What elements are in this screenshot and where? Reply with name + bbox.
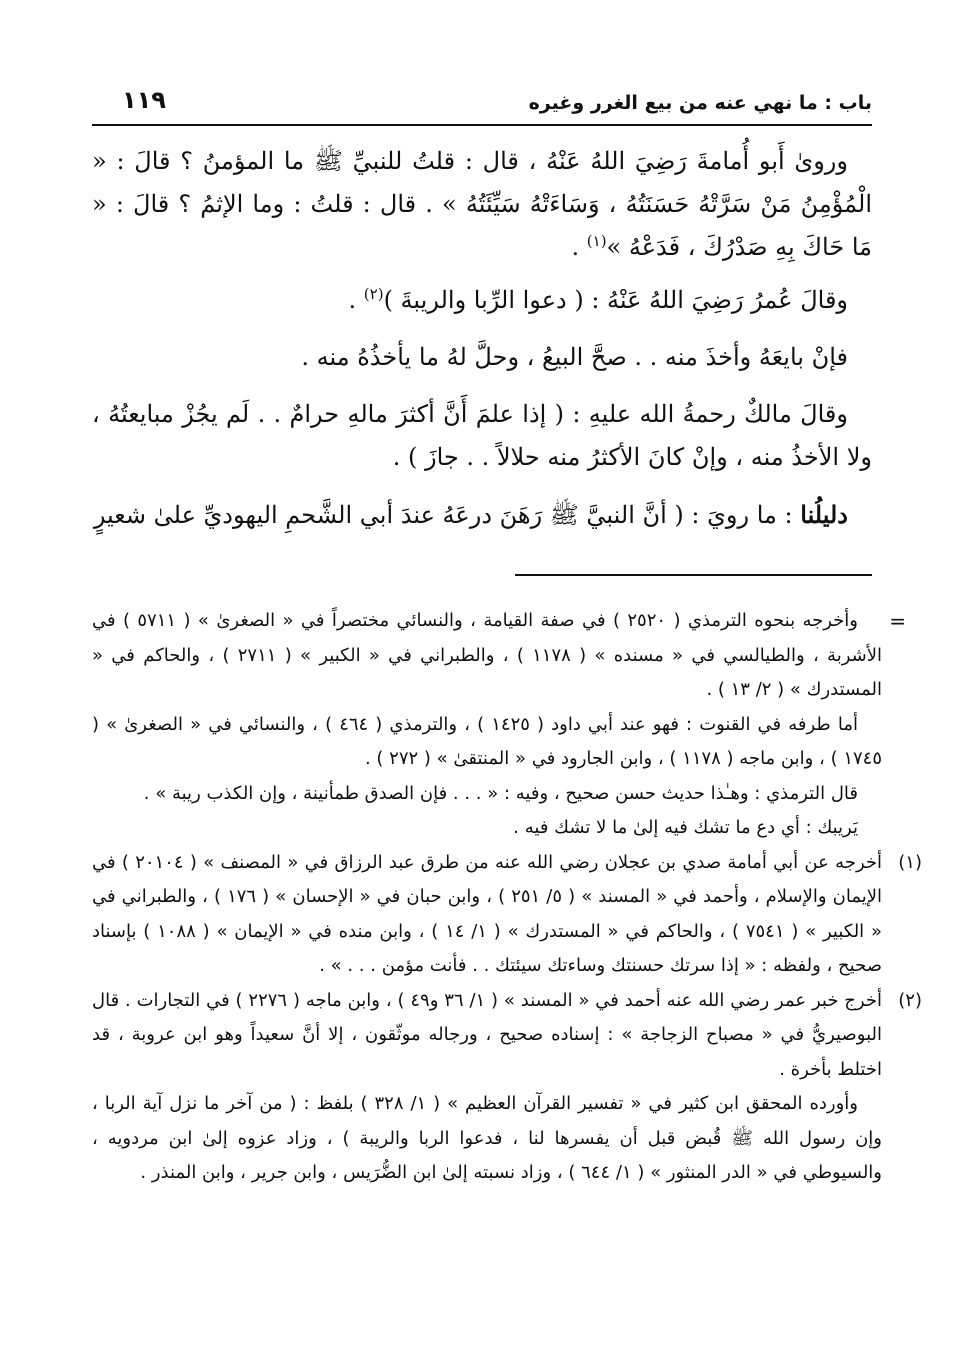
footnote-1 (92, 846, 922, 984)
paragraph-evidence (92, 493, 872, 537)
footnote-ref-1[interactable]: (١) (586, 232, 607, 250)
paragraph-text: ورو‌ىٰ أَبو أُمامةَ رَضِيَ اللهُ عَنْهُ ، قال : قلتُ للنبيِّ ﷺ ما المؤمنُ ؟ قالَ : « الْمُؤْمِنُ مَنْ سَرَّتْهُ حَسَنَتُهُ ، وَسَاءَتْهُ سَيِّئَتُهُ » . قال : قلتُ : وما الإثمُ ؟ قالَ : « مَا حَاكَ بِهِ صَدْرُكَ ، فَدَعْهُ » (92, 147, 872, 261)
footnote-ref-2[interactable]: (٢) (363, 285, 384, 303)
continuation-marker: = (889, 609, 906, 633)
footnote-2-continuation: وأورده المحقق ابن كثير في « تفسير القرآن العظيم » ( ١/ ٣٢٨ ) بلفظ : ( من آخر ما نزل آية الربا ، وإن رسول الله ﷺ قُبض قبل أن يفسرها لنا ، فدعوا الربا والريبة ) ، وزاد عزوه إلىٰ ابن مردويه ، والسيوطي في « الدر المنثور » ( ١/ ٦٤٤ ) ، وزاد نسبته إلىٰ ابن الضُّرَيس ، وابن جرير ، وابن المنذر . (92, 1093, 882, 1183)
paragraph-malik: وقالَ مالكٌ رحمةُ الله عليهِ : ( إذا علمَ أَنَّ أكثرَ مالهِ حرامٌ . . لَم يجُزْ مبايعتُهُ ، ولا الأخذُ منه ، وإنْ كانَ الأكثرُ منه حلالاً . . جازَ ) . (92, 400, 872, 471)
footnote-1-text: أخرجه عن أبي أمامة صدي بن عجلان رضي الله عنه من طرق عبد الرزاق في « المصنف » ( ٢٠١٠٤ ) في الإيمان والإسلام ، وأحمد في « المسند » ( ٥/ ٢٥١ ) ، وابن حبان في « الإحسان » ( ١٧٦ ) ، والطبراني في « الكبير » ( ٧٥٤١ ) ، والحاكم في « المستدرك » ( ١/ ١٤ ) ، وابن منده في « الإيمان » ( ١٠٨٨ ) بإسناد صحيح ، ولفظه : « إذا سرتك حسنتك وساءتك سيئتك . . فأنت مؤمن . . . » . (92, 851, 883, 976)
footnote-1-marker: (١) (898, 851, 922, 873)
footnote-paragraph: وأخرجه بنحوه الترمذي ( ٢٥٢٠ ) في صفة القيامة ، والنسائي مختصراً في « الصغرىٰ » ( ٥٧١١ ) في الأشربة ، والطيالسي في « مسنده » ( ١١٧٨ ) ، والطبراني في « الكبير » ( ٢٧١١ ) ، والحاكم في « المستدرك » ( ٢/ ١٣ ) . (92, 610, 883, 700)
running-header (92, 84, 872, 124)
footnotes (92, 604, 922, 1191)
paragraph-sale-valid: فإنْ بايعَهُ وأخذَ منه . . صحَّ البيعُ ، وحلَّ لهُ ما يأخذُهُ منه . (301, 343, 848, 371)
chapter-title: باب : ما نهي عنه من بيع الغرر وغيره (528, 92, 872, 114)
footnote-paragraph: يَريبك : أي دع ما تشك فيه إلىٰ ما لا تشك فيه . (513, 817, 858, 838)
footnote-2 (92, 984, 922, 1191)
paragraph-tail: . (348, 286, 364, 314)
footnote-paragraph: قال الترمذي : وهـٰذا حديث حسن صحيح ، وفيه : « . . . فإن الصدق طمأنينة ، وإن الكذب ريبة » . (143, 782, 858, 804)
header-rule (92, 124, 872, 126)
paragraph-abu-umama (92, 140, 872, 269)
paragraph-text: وقالَ عُمرُ رَضِيَ اللهُ عَنْهُ : ( دعوا الرِّبا والريبةَ ) (383, 286, 848, 314)
footnote-separator (515, 574, 872, 576)
main-text (92, 140, 872, 551)
page-number: ١١٩ (122, 86, 166, 114)
footnote-continuation (92, 604, 906, 846)
footnote-paragraph: أما طرفه في القنوت : فهو عند أبي داود ( ١٤٢٥ ) ، والترمذي ( ٤٦٤ ) ، والنسائي في « الصغرىٰ » ( ١٧٤٥ ) ، وابن ماجه ( ١١٧٨ ) ، وابن الجارود في « المنتقىٰ » ( ٢٧٢ ) . (92, 713, 882, 769)
footnote-2-marker: (٢) (898, 989, 922, 1011)
evidence-text: : ما رويَ : ( أنَّ النبيَّ ﷺ رَهَنَ درعَهُ عندَ أبي الشَّحمِ اليهوديِّ علىٰ شعيرٍ (93, 501, 801, 529)
footnote-2-text: أخرج خبر عمر رضي الله عنه أحمد في « المسند » ( ١/ ٣٦ و٤٩ ) ، وابن ماجه ( ٢٢٧٦ ) في التجارات . قال البوصيريُّ في « مصباح الزجاجة » : إسناده صحيح ، ورجاله موثّقون ، إلا أنَّ سعيداً وهو ابن عروبة ، قد اختلط بأخرة . (92, 989, 882, 1080)
paragraph-tail: . (571, 233, 587, 261)
paragraph-umar (92, 279, 872, 322)
evidence-lead: دليلُنا (800, 500, 848, 529)
